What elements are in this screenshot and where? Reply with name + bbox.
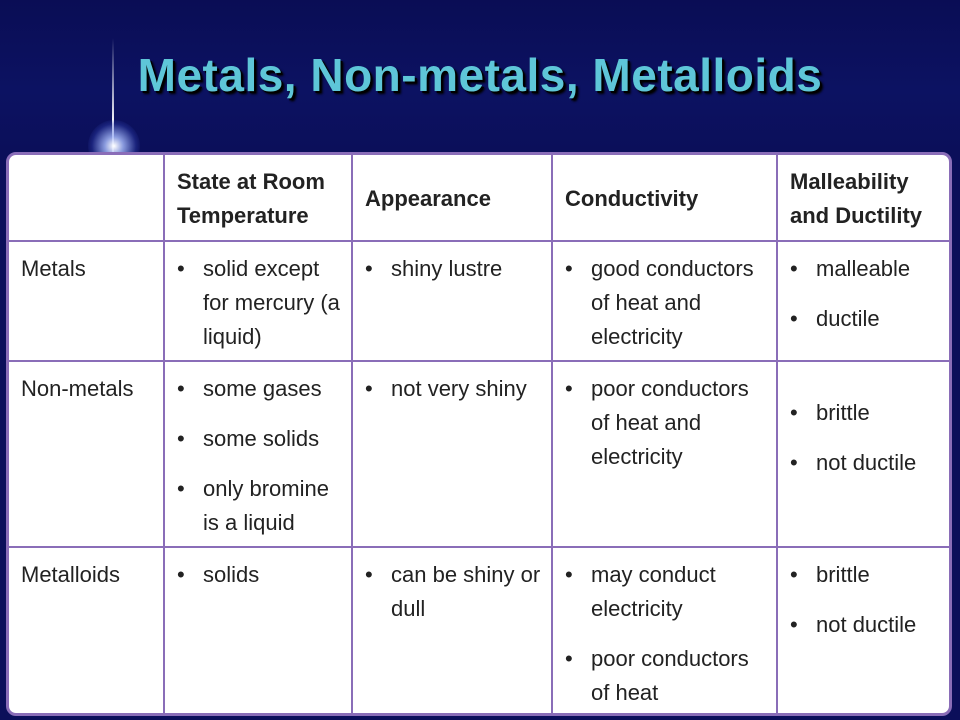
table-row-metals	[9, 241, 952, 361]
list-item: • ductile	[790, 302, 945, 336]
list-item: • only bromine is a liquid	[177, 472, 341, 540]
cell-state	[164, 361, 352, 547]
cell-conductivity	[552, 241, 777, 361]
cell-conductivity	[552, 361, 777, 547]
row-label: Metals	[9, 241, 164, 361]
cell-state	[164, 547, 352, 716]
comparison-table	[9, 155, 952, 716]
cell-state	[164, 241, 352, 361]
list-item: • solids	[177, 558, 341, 592]
header-conductivity: Conductivity	[552, 155, 777, 241]
list-item: • not very shiny	[365, 372, 541, 406]
list-item: • good conductors of heat and electricity	[565, 252, 766, 354]
list-item: • may conduct electricity	[565, 558, 766, 626]
cell-malleability	[777, 361, 952, 547]
list-item: • not ductile	[790, 608, 945, 642]
list-item: • not ductile	[790, 446, 945, 480]
cell-appearance	[352, 547, 552, 716]
table-header-row	[9, 155, 952, 241]
list-item: • shiny lustre	[365, 252, 541, 286]
list-item: • some solids	[177, 422, 341, 456]
comparison-table-container	[6, 152, 952, 716]
cell-malleability	[777, 241, 952, 361]
header-empty-cell	[9, 155, 164, 241]
list-item: • some gases	[177, 372, 341, 406]
row-label: Non-metals	[9, 361, 164, 547]
header-malleability: Malleability and Ductility	[777, 155, 952, 241]
list-item: • can be shiny or dull	[365, 558, 541, 626]
row-label: Metalloids	[9, 547, 164, 716]
list-item: • brittle	[790, 396, 945, 430]
list-item: • solid except for mercury (a liquid)	[177, 252, 341, 354]
cell-appearance	[352, 241, 552, 361]
cell-conductivity	[552, 547, 777, 716]
list-item: • malleable	[790, 252, 945, 286]
list-item: • brittle	[790, 558, 945, 592]
table-row-non-metals	[9, 361, 952, 547]
slide-title: Metals, Non-metals, Metalloids	[137, 49, 823, 101]
list-item: • poor conductors of heat	[565, 642, 766, 710]
header-state: State at Room Temperature	[164, 155, 352, 241]
header-appearance: Appearance	[352, 155, 552, 241]
list-item: • poor conductors of heat and electricity	[565, 372, 766, 474]
cell-appearance	[352, 361, 552, 547]
cell-malleability	[777, 547, 952, 716]
table-row-metalloids	[9, 547, 952, 716]
